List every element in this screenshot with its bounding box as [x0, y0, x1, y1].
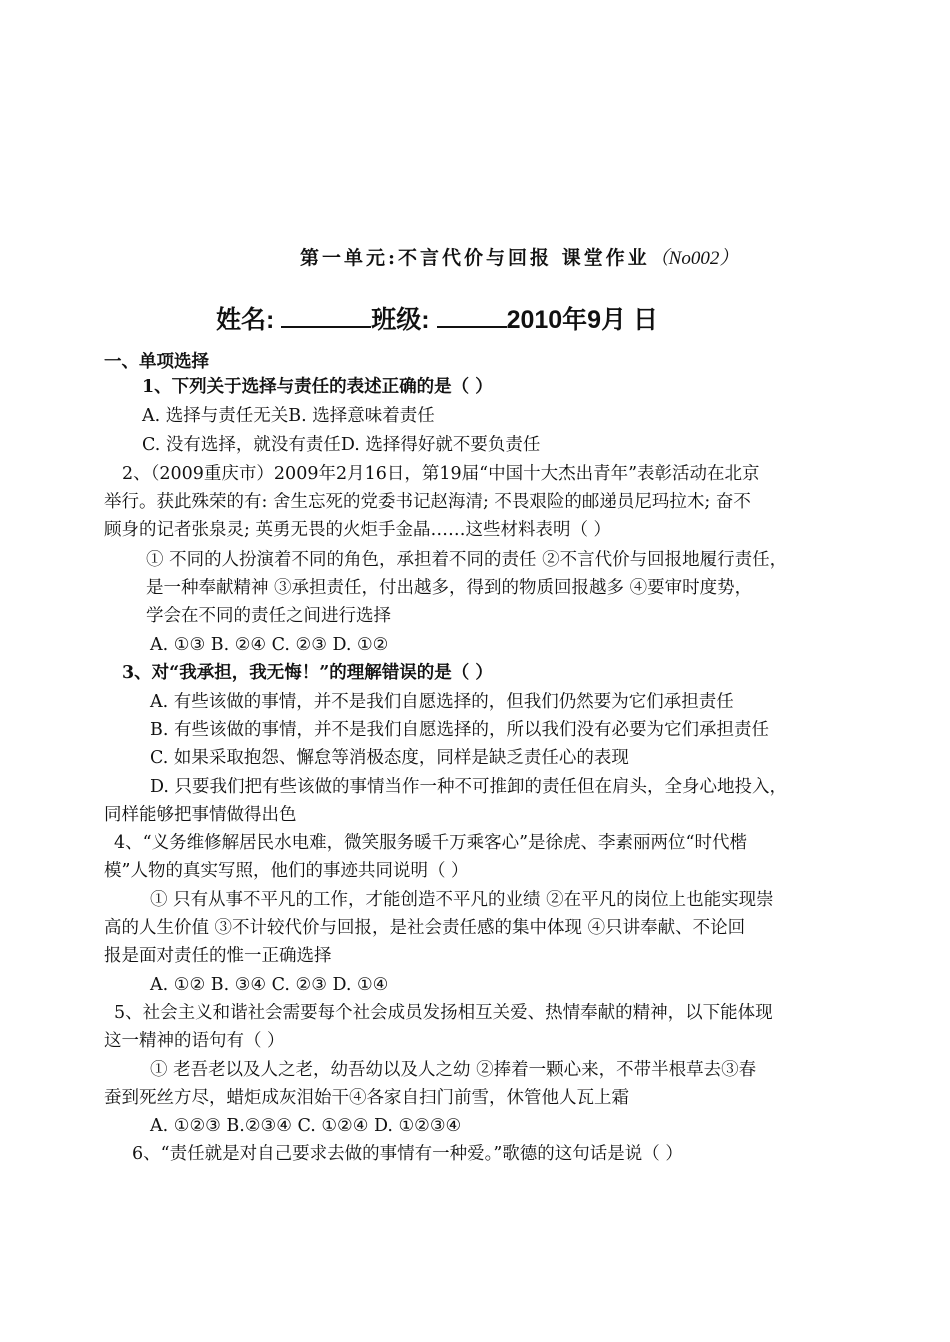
q1-options-cd: C. 没有选择，就没有责任D. 选择得好就不要负责任: [142, 435, 541, 455]
q3-stem: 3、对“我承担，我无悔！”的理解错误的是（ ）: [122, 663, 493, 683]
q2-statement-3: 学会在不同的责任之间进行选择: [146, 606, 391, 626]
q5-statement-1: ① 老吾老以及人之老，幼吾幼以及人之幼 ②捧着一颗心来，不带半根草去③春: [150, 1060, 757, 1080]
q6-stem: 6、“责任就是对自己要求去做的事情有一种爱。”歌德的这句话是说（ ）: [132, 1144, 683, 1164]
q4-statement-2: 高的人生价值 ③不计较代价与回报，是社会责任感的集中体现 ④只讲奉献、不论回: [104, 918, 746, 938]
q4-stem-2: 模”人物的真实写照，他们的事迹共同说明（ ）: [104, 861, 469, 881]
q5-choices: A. ①②③ B.②③④ C. ①②④ D. ①②③④: [150, 1116, 462, 1136]
title-main: 第一单元:不言代价与回报 课堂作业: [300, 247, 650, 269]
name-label: 姓名:: [216, 306, 275, 334]
q2-stem-1: 2、（2009重庆市）2009年2月16日，第19届“中国十大杰出青年”表彰活动在北京: [122, 464, 760, 484]
q5-stem-1: 5、社会主义和谐社会需要每个社会成员发扬相互关爱、热情奉献的精神，以下能体现: [114, 1003, 773, 1023]
q5-statement-2: 蚕到死丝方尽，蜡炬成灰泪始干④各家自扫门前雪，休管他人瓦上霜: [104, 1088, 629, 1108]
q3-option-d-1: D. 只要我们把有些该做的事情当作一种不可推卸的责任但在肩头，全身心地投入，: [150, 777, 788, 797]
q2-stem-2: 举行。获此殊荣的有: 舍生忘死的党委书记赵海清; 不畏艰险的邮递员尼玛拉木; 奋不: [104, 492, 751, 512]
date-text: 2010年9月 日: [506, 306, 659, 334]
q3-option-c: C. 如果采取抱怨、懈怠等消极态度，同样是缺乏责任心的表现: [150, 748, 629, 768]
q4-stem-1: 4、“义务维修解居民水电难，微笑服务暖千万乘客心”是徐虎、李素丽两位“时代楷: [114, 833, 747, 853]
q2-statement-2: 是一种奉献精神 ③承担责任，付出越多，得到的物质回报越多 ④要审时度势，: [146, 578, 753, 598]
q1-options-ab: A. 选择与责任无关B. 选择意味着责任: [142, 406, 435, 426]
student-info-line: [216, 302, 658, 336]
section-heading: 一、单项选择: [104, 351, 209, 371]
title-number: （No002）: [649, 248, 739, 269]
q4-statement-3: 报是面对责任的惟一正确选择: [104, 946, 332, 966]
name-blank[interactable]: [281, 302, 371, 328]
q4-statement-1: ① 只有从事不平凡的工作，才能创造不平凡的业绩 ②在平凡的岗位上也能实现崇: [150, 890, 774, 910]
q4-choices: A. ①② B. ③④ C. ②③ D. ①④: [150, 975, 389, 995]
q3-option-d-2: 同样能够把事情做得出色: [104, 805, 297, 825]
q2-choices: A. ①③ B. ②④ C. ②③ D. ①②: [150, 635, 389, 655]
class-blank[interactable]: [437, 302, 507, 328]
q5-stem-2: 这一精神的语句有（ ）: [104, 1031, 285, 1051]
q1-stem: 1、下列关于选择与责任的表述正确的是（ ）: [142, 377, 493, 397]
q2-statement-1: ① 不同的人扮演着不同的角色，承担着不同的责任 ②不言代价与回报地履行责任，: [146, 550, 788, 570]
q3-option-a: A. 有些该做的事情，并不是我们自愿选择的，但我们仍然要为它们承担责任: [150, 692, 734, 712]
class-label: 班级:: [371, 306, 430, 334]
q3-option-b: B. 有些该做的事情，并不是我们自愿选择的，所以我们没有必要为它们承担责任: [150, 720, 769, 740]
q2-stem-3: 顾身的记者张泉灵; 英勇无畏的火炬手金晶……这些材料表明（ ）: [104, 520, 612, 540]
page-title: [300, 246, 738, 271]
